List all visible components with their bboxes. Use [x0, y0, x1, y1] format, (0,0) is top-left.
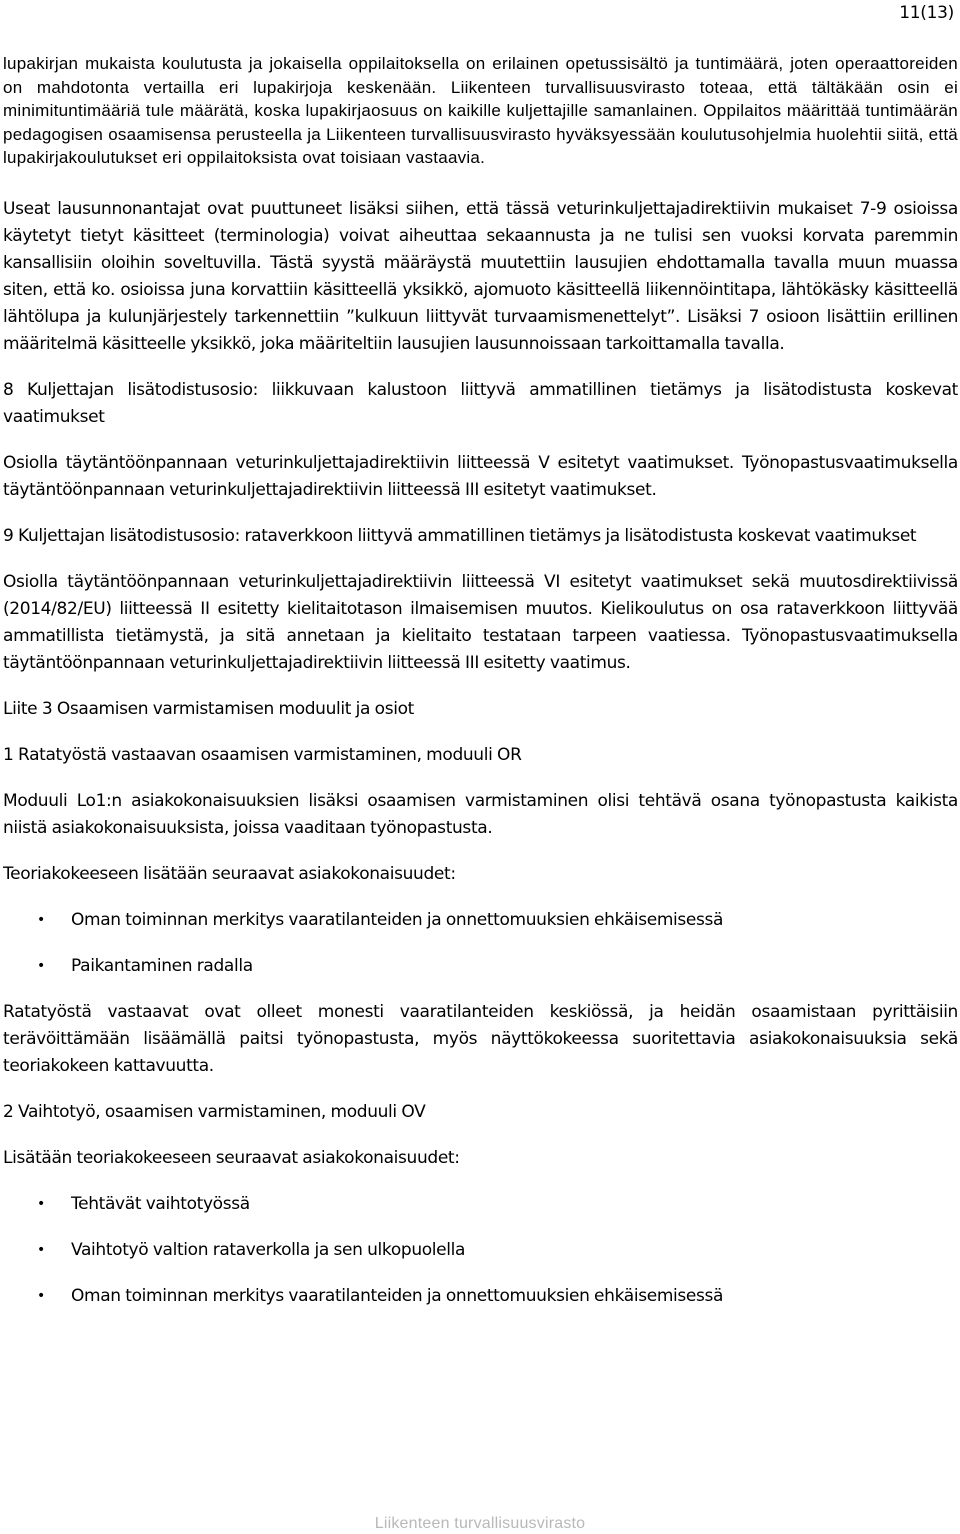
list-item: [3, 907, 958, 934]
bullet-list-or: [3, 907, 958, 980]
paragraph-teoriakoe-intro: Teoriakokeeseen lisätään seuraavat asiakokonaisuudet:: [3, 863, 456, 884]
section-heading-9: 9 Kuljettajan lisätodistusosio: rataverkkoon liittyvä ammatillinen tietämys ja lisätodistusta koskevat vaatimukset: [3, 525, 917, 546]
list-item: [3, 1191, 958, 1218]
list-item-text: Vaihtotyö valtion rataverkolla ja sen ulkopuolella: [71, 1239, 466, 1260]
bullet-icon: •: [37, 911, 45, 928]
list-item-text: Oman toiminnan merkitys vaaratilanteiden ja onnettomuuksien ehkäisemisessä: [71, 909, 724, 930]
bullet-icon: •: [37, 1287, 45, 1304]
page-number: 11(13): [899, 3, 954, 23]
bullet-icon: •: [37, 1195, 45, 1212]
bullet-icon: •: [37, 957, 45, 974]
paragraph-terminologia: Useat lausunnonantajat ovat puuttuneet lisäksi siihen, että tässä veturinkuljettajadirektiivin mukaiset 7-9 osioissa käytetyt tietyt käsitteet (terminologia) voivat aiheuttaa sekaannusta ja ne tulisi sen vuoksi korvata paremmin kansallisiin oloihin soveltuvilla. Tästä syystä määräystä muutettiin lausujien ehdottamalla tavalla muun muassa siten, että ko. osioissa juna korvattiin käsitteellä yksikkö, ajomuoto käsitteellä liikennöintitapa, lähtökäsky käsitteellä lähtölupa ja kulunjärjestely tarkennettiin ”kulkuun liittyvät turvaamismenettelyt”. Lisäksi 7 osioon lisättiin erillinen määritelmä käsitteelle yksikkö, joka määriteltiin lausujien lausunnoissaan tarkoittamalla tavalla.: [3, 198, 958, 354]
paragraph-ratatyo: Ratatyöstä vastaavat ovat olleet monesti vaaratilanteiden keskiössä, ja heidän osaamistaan pyrittäisiin terävöittämään lisäämällä paitsi työnopastusta, myös näyttökokeessa suoritettavia asiakokonaisuuksia sekä teoriakokeen kattavuutta.: [3, 1001, 958, 1076]
document-body: [3, 52, 958, 1329]
list-item: [3, 953, 958, 980]
section-heading-8: 8 Kuljettajan lisätodistusosio: liikkuvaan kalustoon liittyvä ammatillinen tietämys ja lisätodistusta koskevat vaatimukset: [3, 379, 958, 427]
module-heading-ov: 2 Vaihtotyö, osaamisen varmistaminen, moduuli OV: [3, 1101, 426, 1122]
list-item: [3, 1283, 958, 1310]
module-heading-or: 1 Ratatyöstä vastaavan osaamisen varmistaminen, moduuli OR: [3, 744, 522, 765]
list-item-text: Oman toiminnan merkitys vaaratilanteiden ja onnettomuuksien ehkäisemisessä: [71, 1285, 724, 1306]
bullet-icon: •: [37, 1241, 45, 1258]
paragraph-moduuli-lo1: Moduuli Lo1:n asiakokonaisuuksien lisäksi osaamisen varmistaminen olisi tehtävä osana työnopastusta kaikista niistä asiakokonaisuuksista, joissa vaaditaan työnopastusta.: [3, 790, 958, 838]
paragraph-osio-8: Osiolla täytäntöönpannaan veturinkuljettajadirektiivin liitteessä V esitetyt vaatimukset. Työnopastusvaatimuksella täytäntöönpannaan veturinkuljettajadirektiivin liitteessä III esitetyt vaatimukset.: [3, 452, 958, 500]
list-item-text: Paikantaminen radalla: [71, 955, 253, 976]
list-item: [3, 1237, 958, 1264]
list-item-text: Tehtävät vaihtotyössä: [71, 1193, 250, 1214]
paragraph-lupakirja: lupakirjan mukaista koulutusta ja jokaisella oppilaitoksella on erilainen opetussisältö ja tuntimäärä, joten operaattoreiden on mahdotonta vertailla eri lupakirjoja keskenään. Liikenteen turvallisuusvirasto toteaa, että tältäkään osin ei minimituntimääriä tule määrätä, koska lupakirjaosuus on kaikille kuljettajille samanlainen. Oppilaitos määrittää tuntimäärän pedagogisen osaamisensa perusteella ja Liikenteen turvallisuusvirasto hyväksyessään koulutusohjelmia huolehtii siitä, että lupakirjakoulutukset eri oppilaitoksista ovat toisiaan vastaavia.: [3, 54, 958, 167]
page-footer: Liikenteen turvallisuusvirasto: [374, 1515, 586, 1532]
paragraph-lisataan-intro: Lisätään teoriakokeeseen seuraavat asiakokonaisuudet:: [3, 1147, 460, 1168]
paragraph-osio-9: Osiolla täytäntöönpannaan veturinkuljettajadirektiivin liitteessä VI esitetyt vaatimukset sekä muutosdirektiivissä (2014/82/EU) liitteessä II esitetty kielitaitotason ilmaisemisen muutos. Kielikoulutus on osa rataverkkoon liittyvää ammatillista tietämystä, ja sitä annetaan ja kielitaito testataan tarpeen vaatiessa. Työnopastusvaatimuksella täytäntöönpannaan veturinkuljettajadirektiivin liitteessä III esitetty vaatimus.: [3, 571, 958, 673]
bullet-list-ov: [3, 1191, 958, 1310]
appendix-heading: Liite 3 Osaamisen varmistamisen moduulit ja osiot: [3, 698, 414, 719]
